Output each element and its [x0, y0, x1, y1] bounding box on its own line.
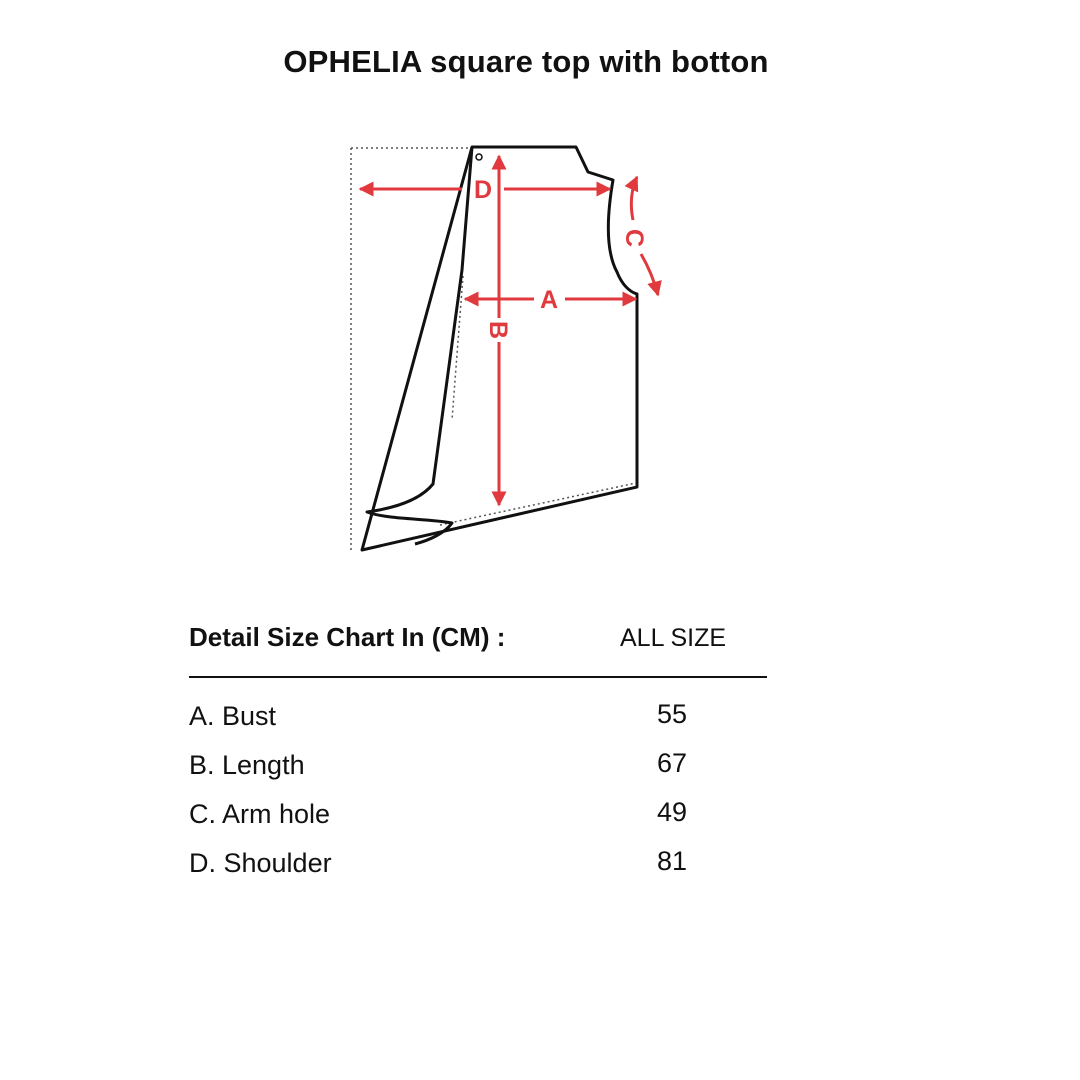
measurement-label: B. Length [189, 750, 305, 780]
measurement-label: C. Arm hole [189, 799, 331, 829]
measurement-label: D. Shoulder [189, 848, 332, 878]
label-b: B [484, 320, 512, 340]
table-divider [189, 676, 767, 678]
label-c: C [620, 228, 648, 248]
label-d: D [473, 176, 493, 204]
armhole-arrow-bottom [641, 254, 658, 295]
measurement-label: A. Bust [189, 701, 277, 731]
measurement-value: 67 [656, 748, 688, 778]
guide-lines [351, 148, 636, 550]
size-column-header: ALL SIZE [620, 624, 727, 652]
left-guide-line [351, 148, 471, 550]
button-icon [476, 154, 482, 160]
hem-guide-line [440, 483, 636, 525]
table-row [189, 750, 767, 790]
measurement-value: 49 [656, 797, 688, 827]
size-chart-header: Detail Size Chart In (CM) : [189, 622, 506, 652]
table-row [189, 701, 767, 741]
table-row [189, 799, 767, 839]
page-title: OPHELIA square top with botton [283, 44, 769, 79]
measurement-value: 81 [656, 846, 688, 876]
label-a: A [539, 286, 559, 314]
armhole-arrow-top [631, 177, 637, 220]
measurement-value: 55 [656, 699, 688, 729]
table-row [189, 848, 767, 888]
